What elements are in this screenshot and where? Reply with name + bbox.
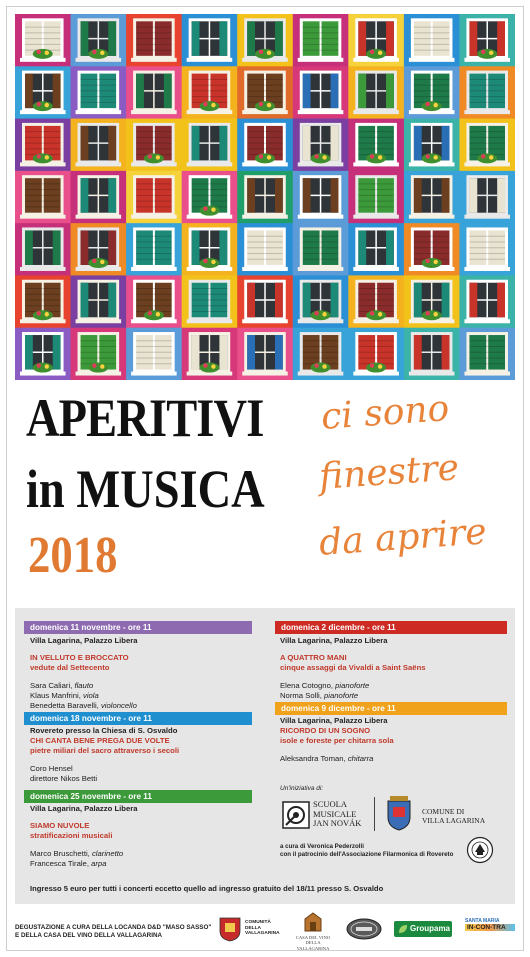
- title-year: 2018: [28, 527, 118, 584]
- tagline-line-2: finestre: [317, 447, 461, 498]
- event-3-performer: Francesca Tirale, arpa: [30, 858, 107, 868]
- window-tile: [293, 328, 349, 380]
- casa-del-vino-logo: CASA DEL VINO DELLA VALLAGARINA: [290, 911, 336, 951]
- scuola-musicale-logo: SCUOLA MUSICALE JAN NOVÁK: [280, 797, 370, 833]
- window-tile: [237, 328, 293, 380]
- window-tile: [404, 275, 460, 328]
- groupama-logo: Groupama: [394, 921, 452, 937]
- event-4-header: domenica 2 dicembre - ore 11: [275, 621, 507, 634]
- event-2-title: CHI CANTA BENE PREGA DUE VOLTE: [30, 736, 170, 746]
- window-tile: [126, 223, 182, 276]
- window-tile: [459, 223, 515, 276]
- window-tile: [348, 223, 404, 276]
- window-tile: [15, 275, 71, 328]
- title-line-1: APERITIVI: [26, 388, 264, 448]
- window-tile: [404, 328, 460, 380]
- event-1-details: [30, 636, 138, 711]
- window-tile: [126, 66, 182, 119]
- event-3-performer: Marco Bruschetti, clarinetto: [30, 848, 124, 858]
- window-mosaic-image: [15, 14, 515, 380]
- event-3-header: domenica 25 novembre - ore 11: [24, 790, 252, 803]
- comune-villa-lagarina-logo: COMUNE DI VILLA LAGARINA: [382, 795, 497, 835]
- window-tile: [404, 14, 460, 67]
- window-tile: [126, 119, 182, 172]
- window-tile: [15, 66, 71, 119]
- window-tile: [348, 171, 404, 224]
- curated-by: a cura di Veronica Pederzolli: [280, 843, 364, 850]
- window-tile: [404, 66, 460, 119]
- title-block: [26, 388, 302, 448]
- window-tile: [404, 223, 460, 276]
- window-tile: [404, 171, 460, 224]
- event-2-performer: direttore Nikos Betti: [30, 773, 98, 783]
- event-2-venue: Rovereto presso la Chiesa di S. Osvaldo: [30, 726, 178, 735]
- scuola-musicale-icon: [282, 801, 310, 829]
- window-tile: [293, 223, 349, 276]
- window-tile: [15, 328, 71, 380]
- event-2-header: domenica 18 novembre - ore 11: [24, 712, 252, 725]
- event-5-title: RICORDO DI UN SOGNO: [280, 726, 371, 736]
- window-tile: [459, 328, 515, 380]
- event-2-performer: Coro Hensel: [30, 763, 73, 773]
- window-tile: [237, 66, 293, 119]
- window-tile: [71, 328, 127, 380]
- window-tile: [348, 14, 404, 67]
- tasting-credit: DEGUSTAZIONE A CURA DELLA LOCANDA D&D "MASO SASSO" E DELLA CASA DEL VINO DELLA VALLAGARINA: [15, 924, 212, 939]
- window-tile: [237, 119, 293, 172]
- window-tile: [348, 328, 404, 380]
- window-tile: [459, 171, 515, 224]
- event-4-details: [280, 636, 426, 701]
- window-tile: [15, 119, 71, 172]
- window-tile: [71, 66, 127, 119]
- window-tile: [237, 223, 293, 276]
- window-tile: [71, 171, 127, 224]
- event-4-title: A QUATTRO MANI: [280, 653, 347, 663]
- window-tile: [182, 66, 238, 119]
- window-tile: [15, 171, 71, 224]
- comune-crest-icon: [384, 795, 414, 831]
- initiative-intro: Un'iniziativa di:: [280, 785, 324, 792]
- tagline-line-3: da aprire: [317, 511, 488, 564]
- event-2-subtitle: pietre miliari del sacro attraverso i secoli: [30, 746, 180, 756]
- logo-divider: [374, 797, 375, 831]
- comunita-crest-icon: [218, 916, 242, 942]
- event-5-subtitle: isole e foreste per chitarra sola: [280, 736, 394, 746]
- window-tile: [293, 275, 349, 328]
- event-5-venue: Villa Lagarina, Palazzo Libera: [280, 716, 388, 725]
- window-tile: [293, 171, 349, 224]
- window-tile: [182, 171, 238, 224]
- event-3-title: SIAMO NUVOLE: [30, 821, 90, 831]
- window-tile: [15, 14, 71, 67]
- window-tile: [459, 119, 515, 172]
- tagline-line-1: ci sono: [319, 388, 451, 438]
- event-2-details: [30, 726, 179, 784]
- casa-del-vino-icon: [302, 911, 324, 933]
- window-tile: [71, 14, 127, 67]
- admission-footer: Ingresso 5 euro per tutti i concerti eccetto quello ad ingresso gratuito del 18/11 presso S. Osvaldo: [30, 884, 384, 893]
- event-1-header: domenica 11 novembre - ore 11: [24, 621, 252, 634]
- window-tile: [348, 119, 404, 172]
- window-tile: [126, 275, 182, 328]
- window-tile: [71, 223, 127, 276]
- window-tile: [71, 275, 127, 328]
- window-tile: [182, 119, 238, 172]
- window-tile: [15, 223, 71, 276]
- window-tile: [182, 14, 238, 67]
- window-tile: [182, 223, 238, 276]
- event-4-venue: Villa Lagarina, Palazzo Libera: [280, 636, 388, 645]
- window-tile: [237, 14, 293, 67]
- window-tile: [237, 275, 293, 328]
- event-3-details: [30, 804, 138, 869]
- window-tile: [182, 275, 238, 328]
- maso-sasso-logo-icon: [346, 918, 382, 940]
- event-4-performer: Elena Cotogno, pianoforte: [280, 680, 370, 690]
- groupama-leaf-icon: [397, 923, 409, 935]
- window-tile: [71, 119, 127, 172]
- event-1-performer: Benedetta Baravelli, violoncello: [30, 701, 137, 711]
- event-1-title: IN VELLUTO E BROCCATO: [30, 653, 129, 663]
- window-tile: [293, 119, 349, 172]
- event-1-subtitle: vedute dal Settecento: [30, 663, 110, 673]
- event-5-details: [280, 716, 394, 764]
- window-tile: [126, 171, 182, 224]
- window-tile: [459, 66, 515, 119]
- window-tile: [126, 328, 182, 380]
- event-5-performer: Aleksandra Toman, chitarra: [280, 753, 374, 763]
- event-4-performer: Norma Solli, pianoforte: [280, 690, 359, 700]
- window-tile: [126, 14, 182, 67]
- window-tile: [237, 171, 293, 224]
- event-1-performer: Klaus Manfrini, viola: [30, 690, 99, 700]
- window-tile: [293, 14, 349, 67]
- patronage-text: con il patrocinio dell'Associazione Filarmonica di Rovereto: [280, 851, 454, 858]
- event-3-venue: Villa Lagarina, Palazzo Libera: [30, 804, 138, 813]
- event-1-performer: Sara Caliari, flauto: [30, 680, 94, 690]
- event-5-header: domenica 9 dicembre - ore 11: [275, 702, 507, 715]
- comunita-vallagarina-logo: COMUNITÀ DELLA VALLAGARINA: [218, 916, 280, 946]
- window-tile: [293, 66, 349, 119]
- event-1-venue: Villa Lagarina, Palazzo Libera: [30, 636, 138, 645]
- window-tile: [404, 119, 460, 172]
- title-line-2: in MUSICA: [26, 459, 265, 519]
- santa-maria-incontra-logo: SANTA MARIA IN-CON-TRA: [465, 918, 515, 938]
- window-tile: [348, 275, 404, 328]
- window-tile: [182, 328, 238, 380]
- filarmonica-seal-icon: [466, 836, 494, 864]
- event-4-subtitle: cinque assaggi da Vivaldi a Saint Saëns: [280, 663, 426, 673]
- window-tile: [459, 275, 515, 328]
- event-3-subtitle: stratificazioni musicali: [30, 831, 113, 841]
- window-tile: [348, 66, 404, 119]
- window-tile: [459, 14, 515, 67]
